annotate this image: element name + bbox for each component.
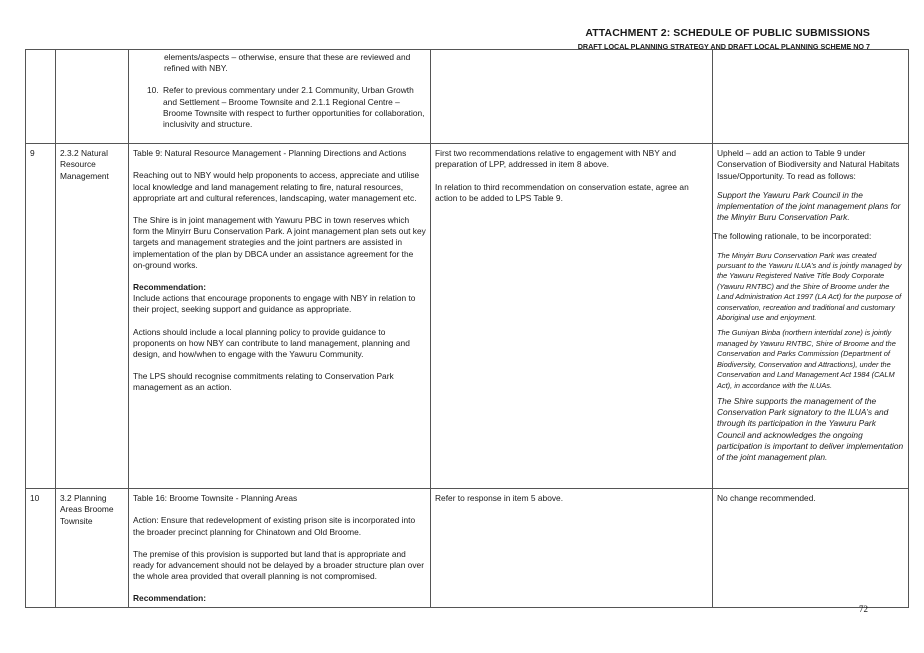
cell-number (26, 50, 56, 144)
cell-number: 9 (26, 144, 56, 489)
cell-number: 10 (26, 489, 56, 607)
cell-recommendation (713, 489, 909, 607)
submission-paragraph: Action: Ensure that redevelopment of existing prison site is incorporated into the broader precinct planning for Chinatown and Old Broome. (133, 515, 416, 537)
rationale-paragraph: The Minyirr Buru Conservation Park was created pursuant to the Yawuru ILUA’s and is jointly managed by the Yawuru Registered Native Title Body Corporate (Yawuru RNTBC) and the Shire of Broome under the Land Administration Act 1997 (LA Act) for the purpose of conservation, recreation and traditional and customary Aboriginal use and enjoyment. (717, 250, 902, 323)
cell-section: 2.3.2 Natural Resource Management (56, 144, 129, 489)
submissions-table (25, 49, 909, 608)
cell-section: 3.2 Planning Areas Broome Townsite (56, 489, 129, 607)
cell-response (431, 144, 713, 489)
recommendation-heading: Recommendation: (133, 282, 207, 293)
recommendation-heading: Recommendation: (133, 593, 207, 604)
cell-response (431, 50, 713, 144)
cell-recommendation (713, 50, 909, 144)
submission-list (133, 85, 426, 130)
table-row-10 (26, 489, 909, 607)
response-paragraph: In relation to third recommendation on conservation estate, agree an action to be added to LPS Table 9. (435, 181, 689, 203)
cell-recommendation (713, 144, 909, 489)
recommendation-paragraph: Upheld – add an action to Table 9 under Conservation of Biodiversity and Natural Habitats Issue/Opportunity. To read as follows: (717, 148, 900, 181)
submission-paragraph: Table 9: Natural Resource Management - Planning Directions and Actions (133, 148, 407, 159)
submission-paragraph: elements/aspects – otherwise, ensure that these are reviewed and refined with NBY. (164, 52, 411, 74)
submission-paragraph: The premise of this provision is supported but land that is appropriate and ready for advancement should not be delayed by a broader structure plan over the whole area provided that overall planning is not compromised. (133, 548, 424, 582)
submission-paragraph: Table 16: Broome Townsite - Planning Areas (133, 493, 298, 504)
table-row-continued (26, 50, 909, 144)
cell-section (56, 50, 129, 144)
cell-submission (129, 144, 431, 489)
submission-paragraph: The LPS should recognise commitments relating to Conservation Park management as an action. (133, 371, 394, 393)
response-paragraph: Refer to response in item 5 above. (435, 493, 564, 504)
cell-submission (129, 489, 431, 607)
cell-submission (129, 50, 431, 144)
submission-paragraph: The Shire is in joint management with Yawuru PBC in town reserves which form the Minyirr Buru Conservation Park. A joint management plan sets out key targets and management strategies and the joint partners are assisted in implementation of the plan by DBCA under an assistance agreement for the on-ground works. (133, 215, 426, 270)
page-subtitle: DRAFT LOCAL PLANNING STRATEGY AND DRAFT LOCAL PLANNING SCHEME NO 7 (577, 42, 870, 51)
submission-paragraph: Reaching out to NBY would help proponents to access, appreciate and utilise local knowledge and land management relating to fire, natural resources, appropriate art and cultural references, landscaping, water management etc. (133, 170, 420, 203)
page-number: 72 (859, 604, 868, 614)
rationale-paragraph: The Shire supports the management of the Conservation Park signatory to the ILUA’s and through its participation in the Yawuru Park Council and acknowledges the ongoing participation is important to deliver implementation of the joint management plan. (717, 395, 904, 462)
recommendation-paragraph: No change recommended. (717, 493, 816, 504)
response-paragraph: First two recommendations relative to engagement with NBY and preparation of LPP, addressed in item 8 above. (435, 148, 676, 170)
recommendation-paragraph: The following rationale, to be incorporated: (713, 231, 872, 242)
list-item: 10. Refer to previous commentary under 2.1 Community, Urban Growth and Settlement – Broome Townsite and 2.1.1 Regional Centre – Broome Townsite with respect to further opportunities for collaboration, inclusivity and structure. (161, 85, 426, 130)
recommendation-action: Support the Yawuru Park Council in the implementation of the joint management plans for the Minyirr Buru Conservation Park. (717, 189, 901, 223)
cell-response (431, 489, 713, 607)
submission-paragraph: Include actions that encourage proponents to engage with NBY in relation to their project, seeking support and guidance as appropriate. (133, 293, 416, 315)
page-title: ATTACHMENT 2: SCHEDULE OF PUBLIC SUBMISSIONS (585, 27, 870, 39)
table-row-9 (26, 144, 909, 489)
rationale-paragraph: The Guniyan Binba (northern intertidal zone) is jointly managed by Yawuru RNTBC, Shire of Broome and the Conservation and Parks Commission (Department of Biodiversity, Conservation and Attractions), under the Conservation and Land Management Act 1984 (CALM Act), in accordance with the ILUAs. (717, 328, 896, 390)
submission-paragraph: Actions should include a local planning policy to provide guidance to proponents on how NBY can contribute to land management, planning and design, and how/when to engage with the Yawuru Community. (133, 326, 410, 360)
